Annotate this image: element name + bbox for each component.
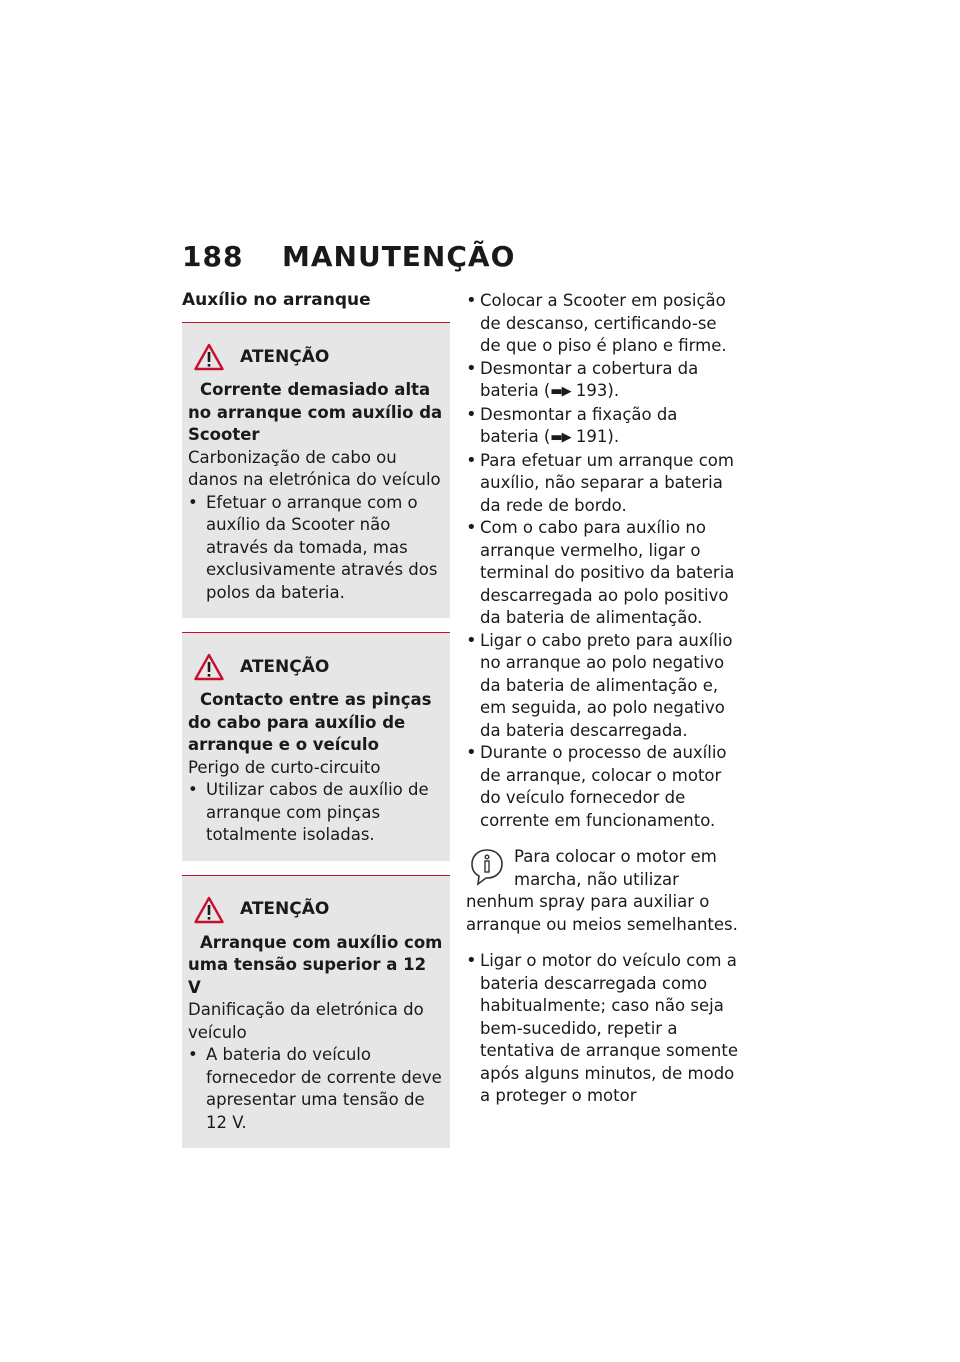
procedure-step xyxy=(466,517,738,630)
procedure-step xyxy=(466,290,738,358)
info-icon xyxy=(470,848,504,886)
step-text-after: ). xyxy=(607,381,620,400)
procedure-step xyxy=(466,450,738,518)
procedure-steps xyxy=(466,290,738,832)
reference-arrow-icon: ▬▶ xyxy=(550,384,571,399)
warning-box xyxy=(182,632,450,861)
procedure-step xyxy=(466,630,738,743)
warning-header xyxy=(188,343,444,371)
procedure-step xyxy=(466,358,738,404)
warning-triangle-icon xyxy=(194,653,224,681)
warning-actions xyxy=(188,1044,444,1134)
warning-label: ATENÇÃO xyxy=(240,899,330,920)
step-text: Desmontar a fixação da bateria ( xyxy=(480,404,678,446)
right-column xyxy=(466,290,738,1108)
step-text: Com o cabo para auxílio no arranque vermelho, ligar o terminal do positivo da bateria descarregada ao polo positivo da bateria de alimentação. xyxy=(480,518,735,627)
warning-title-first: Corrente demasiado alta xyxy=(200,380,431,399)
procedure-step xyxy=(466,742,738,832)
warning-label: ATENÇÃO xyxy=(240,656,330,677)
warning-consequence: Perigo de curto-circuito xyxy=(188,757,381,777)
step-text: Desmontar a cobertura da bateria ( xyxy=(480,358,699,400)
warning-header xyxy=(188,653,444,681)
page-number: 188 xyxy=(182,240,244,273)
warning-title-rest: no arranque com auxílio da Scooter xyxy=(188,402,443,444)
warning-action-item: • Utilizar cabos de auxílio de arranque com pinças totalmente isoladas. xyxy=(188,779,444,847)
left-column xyxy=(182,290,450,1162)
warning-title xyxy=(188,379,444,447)
note-text: Para colocar o motor em marcha, não utilizar nenhum spray para auxiliar o arranque ou meios semelhantes. xyxy=(466,847,738,934)
warning-label: ATENÇÃO xyxy=(240,346,330,367)
procedure-step xyxy=(466,950,738,1108)
warning-header xyxy=(188,896,444,924)
warning-title xyxy=(188,689,444,757)
procedure-steps-continued xyxy=(466,950,738,1108)
step-text: Ligar o cabo preto para auxílio no arranque ao polo negativo da bateria de alimentação e, em seguida, ao polo negativo da bateria descarregada. xyxy=(480,630,733,740)
section-title: Auxílio no arranque xyxy=(182,290,371,310)
step-text: Ligar o motor do veículo com a bateria descarregada como habitualmente; caso não seja bem-sucedido, repetir a tentativa de arranque somente após alguns minutos, de modo a proteger o motor xyxy=(480,951,738,1105)
step-text: Durante o processo de auxílio de arranque, colocar o motor do veículo fornecedor de corrente em funcionamento. xyxy=(480,743,727,830)
reference-arrow-icon: ▬▶ xyxy=(550,430,571,445)
warning-box xyxy=(182,322,450,618)
info-note xyxy=(466,846,738,936)
warning-consequence: Carbonização de cabo ou danos na eletrónica do veículo xyxy=(188,447,441,489)
step-text: Para efetuar um arranque com auxílio, não separar a bateria da rede de bordo. xyxy=(480,450,734,515)
warning-title-first: Contacto entre as pinças do xyxy=(188,690,432,732)
warning-title-rest: uma tensão superior a 12 V xyxy=(188,955,427,997)
warning-consequence: Danificação da eletrónica do veículo xyxy=(188,1000,424,1042)
warning-action-item: • Efetuar o arranque com o auxílio da Scooter não através da tomada, mas exclusivamente através dos polos da bateria. xyxy=(188,492,444,605)
warning-title-rest: cabo para auxílio de arranque e o veículo xyxy=(188,712,406,754)
step-text-after: ). xyxy=(607,427,620,446)
warning-triangle-icon xyxy=(194,343,224,371)
step-text: Colocar a Scooter em posição de descanso, certificando-se de que o piso é plano e firme. xyxy=(480,291,727,355)
page-reference[interactable]: 193 xyxy=(575,381,608,400)
procedure-step xyxy=(466,404,738,450)
warning-action-item: • A bateria do veículo fornecedor de corrente deve apresentar uma tensão de 12 V. xyxy=(188,1044,444,1134)
warning-title-first: Arranque com auxílio com xyxy=(200,932,443,952)
page-reference[interactable]: 191 xyxy=(575,427,608,446)
chapter-title: MANUTENÇÃO xyxy=(282,240,516,273)
warning-actions xyxy=(188,779,444,847)
warning-title xyxy=(188,932,444,1000)
warning-actions xyxy=(188,492,444,605)
warning-box xyxy=(182,875,450,1149)
warning-triangle-icon xyxy=(194,896,224,924)
